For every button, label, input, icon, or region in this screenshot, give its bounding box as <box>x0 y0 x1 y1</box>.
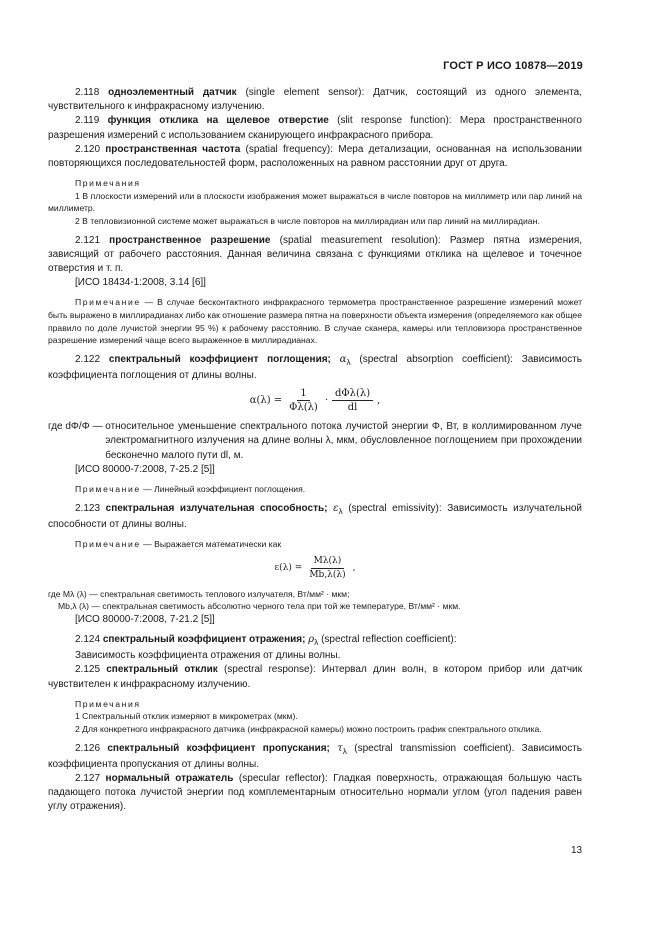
term-2-125 <box>48 663 582 691</box>
term-symbol: ρ <box>308 633 315 645</box>
term-symbol-subscript: λ <box>338 505 343 516</box>
note-item: 1 В плоскости измерений или в плоскости изображения может выражаться в числе повторов на миллиметр или пар линий на миллиметр. <box>48 190 582 214</box>
term-definition: (spectral transmission coefficient). Зависимость коэффициента пропускания от длины волны. <box>48 742 582 770</box>
formula-absorption <box>48 387 582 414</box>
term-title: пространственное разрешение <box>109 234 271 246</box>
term-symbol-subscript: λ <box>314 636 319 647</box>
term-2-123 <box>48 502 582 532</box>
page-number: 13 <box>571 845 583 856</box>
note-label: Примечание <box>75 539 141 549</box>
term-definition: (spatial frequency): Мера детализации, основанная на использовании повторяющихся последовательностей форм, расположенных на равном расстоянии друг от друга. <box>48 143 583 170</box>
term-title: спектральный коэффициент пропускания; <box>107 742 330 754</box>
fraction-denominator: Φλ(λ) <box>289 402 318 414</box>
term-title: спектральный коэффициент поглощения; <box>108 353 331 365</box>
note-label: Примечания <box>75 698 141 709</box>
term-2-121 <box>48 234 582 277</box>
term-symbol: ε <box>333 502 339 514</box>
formula-punctuation: , <box>377 394 381 406</box>
term-title: спектральный отклик <box>106 664 218 676</box>
notes-2-120 <box>48 177 582 227</box>
term-title: спектральная излучательная способность; <box>105 502 328 514</box>
page-body <box>48 86 582 815</box>
term-definition: (spectral absorption coefficient): Зависимость коэффициента поглощения от длины волны. <box>48 353 583 381</box>
formula-punctuation: , <box>352 562 356 573</box>
term-definition: (spectral response): Интервал длин волн, в котором прибор или датчик чувствителен к инфракрасному излучению. <box>48 664 583 690</box>
fraction-numerator: Mλ(λ) <box>311 555 345 569</box>
note-label: Примечания <box>75 178 141 189</box>
note-text: — В случае бесконтактного инфракрасного термометра пространственное разрешение измерений может быть выражено в миллирадианах либо как отношение размера пятна на поверхности объекта измерения (определяемого как общее правило по доле лучистой энергии 95 %) к рабочему расстоянию. В случае сканера, камеры или тепловизора пространственное разрешение измерений чаще всего выраженное в миллирадианах. <box>48 297 583 346</box>
notes-2-125 <box>48 698 582 736</box>
formula-operator: · <box>324 394 329 406</box>
fraction-denominator: dl <box>347 402 358 414</box>
term-2-118 <box>48 86 582 114</box>
formula-fraction <box>286 387 321 414</box>
term-title: спектральный коэффициент отражения; <box>102 633 306 645</box>
term-title: функция отклика на щелевое отверстие <box>107 115 329 127</box>
term-symbol-subscript: λ <box>342 745 347 756</box>
term-definition: (slit response function): Мера пространственного разрешения измерений с использованием сканирующего инфракрасного прибора. <box>48 115 582 141</box>
term-number: 2.118 <box>75 87 100 98</box>
term-definition: (spectral reflection coefficient): <box>321 633 457 645</box>
note-text: — Выражается математически как <box>143 539 282 549</box>
note-label: Примечание <box>75 484 141 494</box>
document-header: ГОСТ Р ИСО 10878—2019 <box>443 60 583 72</box>
term-2-124 <box>48 633 582 649</box>
term-2-126 <box>48 742 582 772</box>
fraction-numerator: dΦλ(λ) <box>332 387 373 401</box>
term-number: 2.120 <box>75 143 101 155</box>
term-definition: (spatial measurement resolution): Размер пятна измерения, зависящий от рабочего расстояния. Данная величина связана с функциями отклика на щелевое и точечное отверстия и т. п. <box>48 234 583 274</box>
reference: [ИСО 80000-7:2008, 7-25.2 [5]] <box>75 463 215 475</box>
term-number: 2.125 <box>75 664 101 676</box>
term-symbol-subscript: λ <box>346 356 351 367</box>
term-symbol: τ <box>337 742 343 754</box>
where-text: относительное уменьшение спектрального потока лучистой энергии Φ, Вт, в коллимированном луче электромагнитного излучения на длине волны λ, мкм, обусловленное поглощением при прохождении бесконечно малого пути dl, м. <box>105 421 582 461</box>
term-title: нормальный отражатель <box>105 772 234 784</box>
term-definition: (specular reflector): Гладкая поверхность, отражающая большую часть падающего потока лучистой энергии под комплементарным относительно нормали углом (угол падения равен углу отражения). <box>48 772 583 813</box>
term-symbol: α <box>339 353 347 365</box>
term-number: 2.119 <box>75 115 100 127</box>
note-item: 1 Спектральный отклик измеряют в микрометрах (мкм). <box>75 711 298 722</box>
term-2-119 <box>48 114 582 142</box>
note-item: 2 Для конкретного инфракрасного датчика (инфракрасной камеры) можно построить график спектрального отклика. <box>75 723 542 734</box>
term-title: одноэлементный датчик <box>108 87 237 98</box>
term-number: 2.124 <box>75 633 101 645</box>
formula-fraction <box>332 387 373 414</box>
formula-lhs: ε(λ) = <box>274 562 303 573</box>
reference: [ИСО 80000-7:2008, 7-21.2 [5]] <box>75 613 215 625</box>
term-number: 2.122 <box>75 353 101 365</box>
term-definition-continued: Зависимость коэффициента отражения от длины волны. <box>75 650 341 662</box>
formula-explanation <box>48 588 582 613</box>
note-text: — Линейный коэффициент поглощения. <box>143 484 306 494</box>
term-2-120 <box>48 143 582 171</box>
fraction-numerator: 1 <box>297 387 309 401</box>
formula-lhs: α(λ) = <box>249 394 283 406</box>
formula-emissivity <box>48 555 582 582</box>
formula-explanation <box>48 420 582 463</box>
term-title: пространственная частота <box>105 143 241 155</box>
term-number: 2.121 <box>75 234 101 246</box>
note-label: Примечание <box>75 297 141 308</box>
term-number: 2.123 <box>75 502 101 514</box>
term-2-122 <box>48 353 582 383</box>
fraction-denominator: Mb,λ(λ) <box>309 569 346 580</box>
where-lead: где dΦ/Φ — <box>48 421 103 433</box>
term-2-127 <box>48 772 582 815</box>
note-2-122 <box>48 483 582 496</box>
note-item: 2 В тепловизионной системе может выражаться в числе повторов на миллирадиан или пар линий на миллирадиан. <box>75 216 540 226</box>
where-line: где Mλ (λ) — спектральная светимость теплового излучателя, Вт/мм² · мкм; <box>48 588 350 599</box>
term-number: 2.126 <box>75 742 101 754</box>
term-definition: (spectral emissivity): Зависимость излучательной способности от длины волны. <box>48 502 583 530</box>
term-number: 2.127 <box>75 772 101 784</box>
reference: [ИСО 18434-1:2008, 3.14 [6]] <box>75 277 206 289</box>
note-2-123 <box>48 538 582 613</box>
formula-fraction <box>306 555 348 582</box>
note-2-121 <box>48 296 582 346</box>
where-line: Mb,λ (λ) — спектральная светимость абсолютно черного тела при той же температуре, Вт/мм² · мкм. <box>58 601 461 612</box>
term-definition: (single element sensor): Датчик, состоящий из одного элемента, чувствительного к инфракрасному излучению. <box>48 87 582 113</box>
